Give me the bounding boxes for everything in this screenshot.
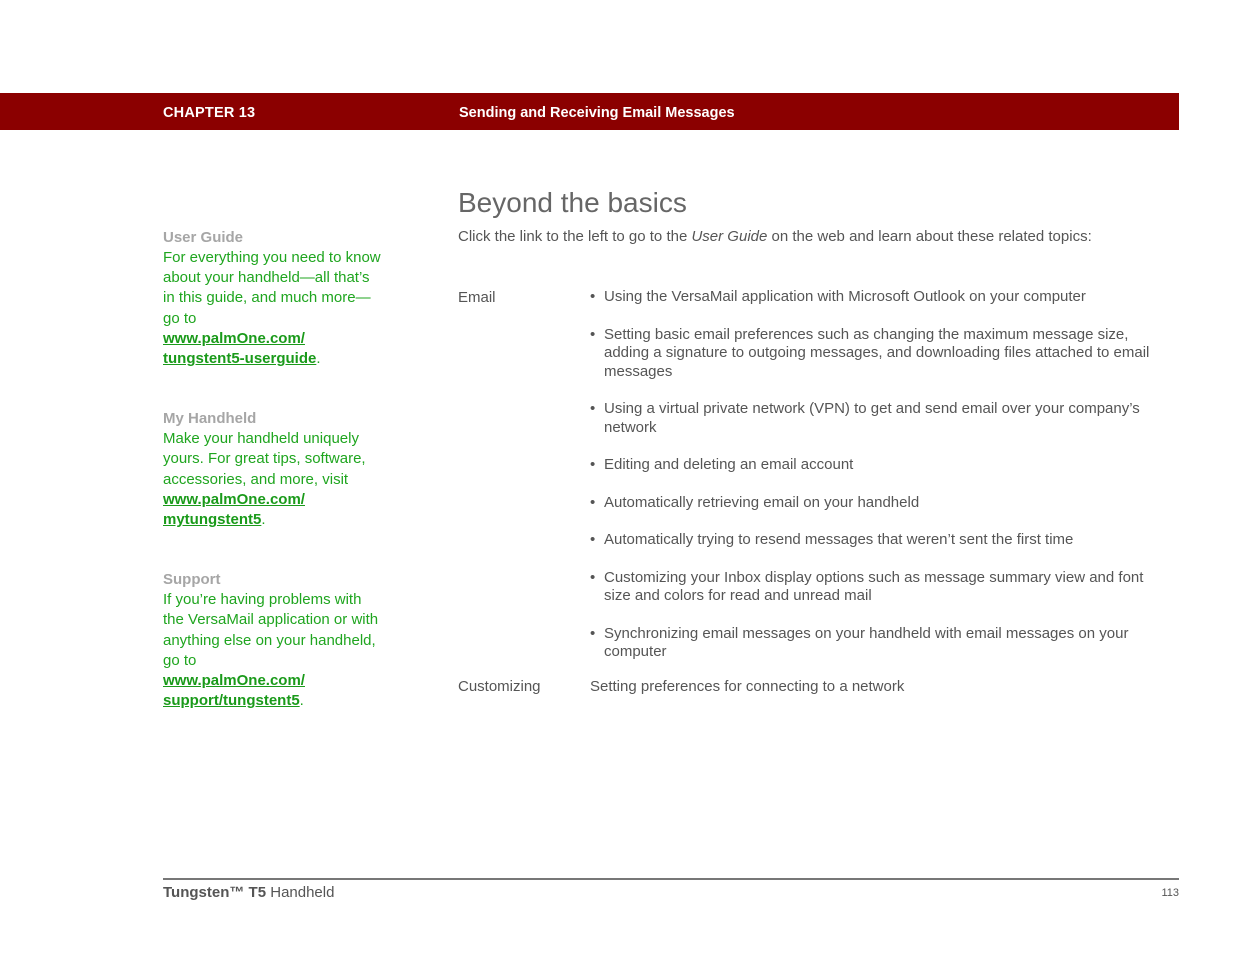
- sidebar: [163, 228, 393, 751]
- bullet-icon: •: [590, 456, 596, 473]
- bullet-icon: •: [590, 400, 596, 417]
- chapter-header-bar: [0, 93, 1179, 130]
- user-guide-link-line2[interactable]: tungstent5-userguide: [163, 350, 317, 368]
- list-item: [590, 569, 1165, 606]
- list-item-text: Automatically trying to resend messages that weren’t sent the first time: [604, 531, 1074, 548]
- list-item-text: Setting basic email preferences such as changing the maximum message size, adding a signature to outgoing messages, and downloading files attached to email messages: [604, 325, 1150, 380]
- sidebar-block-suffix: .: [316, 350, 321, 368]
- topic-label: Email: [458, 289, 496, 306]
- topic-text: Setting preferences for connecting to a network: [590, 677, 905, 695]
- intro-before: Click the link to the left to go to the: [458, 228, 692, 245]
- topic-label: Customizing: [458, 677, 541, 695]
- sidebar-block-title: User Guide: [163, 229, 244, 246]
- bullet-icon: •: [590, 531, 596, 548]
- list-item: [590, 494, 1165, 513]
- sidebar-block-text: [163, 248, 381, 369]
- sidebar-block-title: My Handheld: [163, 410, 257, 428]
- my-handheld-link-line2[interactable]: mytungstent5: [163, 511, 262, 529]
- bullet-icon: •: [590, 493, 596, 511]
- footer-brand: Tungsten™ T5: [163, 884, 267, 901]
- sidebar-block-suffix: .: [261, 511, 266, 529]
- list-item-text: Synchronizing email messages on your handheld with email messages on your computer: [604, 624, 1129, 660]
- topic-row-email: [458, 288, 1168, 677]
- list-item: [590, 625, 1165, 662]
- bullet-icon: •: [590, 568, 596, 586]
- list-item: [590, 456, 1165, 475]
- page-number: 113: [1161, 887, 1179, 899]
- sidebar-block-text: [163, 429, 381, 530]
- list-item: [590, 531, 1165, 550]
- intro-after: on the web and learn about these related topics:: [767, 228, 1092, 245]
- sidebar-block-suffix: .: [299, 692, 304, 710]
- intro-emphasis: User Guide: [691, 228, 768, 245]
- page-title: Beyond the basics: [458, 187, 687, 218]
- sidebar-block-title: Support: [163, 571, 221, 589]
- list-item: [590, 400, 1165, 437]
- list-item-text: Editing and deleting an email account: [604, 456, 854, 473]
- list-item-text: Customizing your Inbox display options such as message summary view and font size and colors for read and unread mail: [604, 568, 1144, 604]
- my-handheld-link-line1[interactable]: www.palmOne.com/: [163, 490, 305, 508]
- footer-divider: [163, 878, 1179, 880]
- sidebar-block-my-handheld: [163, 409, 393, 530]
- topic-row-customizing: [458, 677, 1168, 696]
- topics-table: [458, 288, 1168, 696]
- support-link-line2[interactable]: support/tungstent5: [163, 692, 300, 710]
- sidebar-block-description: If you’re having problems with the VersaMail application or with anything else on your handheld, go to: [163, 591, 379, 669]
- list-item: [590, 288, 1165, 307]
- chapter-title: Sending and Receiving Email Messages: [459, 105, 735, 121]
- footer-product: [163, 884, 334, 901]
- bullet-icon: •: [590, 288, 596, 305]
- list-item-text: Using the VersaMail application with Microsoft Outlook on your computer: [604, 288, 1086, 305]
- sidebar-block-user-guide: [163, 228, 393, 369]
- footer-product-name: Handheld: [266, 884, 335, 901]
- list-item-text: Using a virtual private network (VPN) to get and send email over your company’s network: [604, 400, 1140, 436]
- sidebar-block-support: [163, 570, 393, 711]
- user-guide-link-line1[interactable]: www.palmOne.com/: [163, 329, 305, 347]
- bullet-icon: •: [590, 325, 596, 343]
- sidebar-block-text: [163, 590, 381, 711]
- list-item-text: Automatically retrieving email on your handheld: [604, 493, 920, 511]
- main-content: [458, 185, 1168, 695]
- support-link-line1[interactable]: www.palmOne.com/: [163, 672, 305, 690]
- sidebar-block-description: For everything you need to know about your handheld—all that’s in this guide, and much more—go to: [163, 249, 381, 327]
- intro-text: [458, 227, 1168, 247]
- topic-items-list: [590, 288, 1165, 677]
- sidebar-block-description: Make your handheld uniquely yours. For great tips, software, accessories, and more, visit: [163, 430, 366, 488]
- bullet-icon: •: [590, 624, 596, 642]
- chapter-number: CHAPTER 13: [163, 105, 256, 121]
- list-item: [590, 326, 1165, 382]
